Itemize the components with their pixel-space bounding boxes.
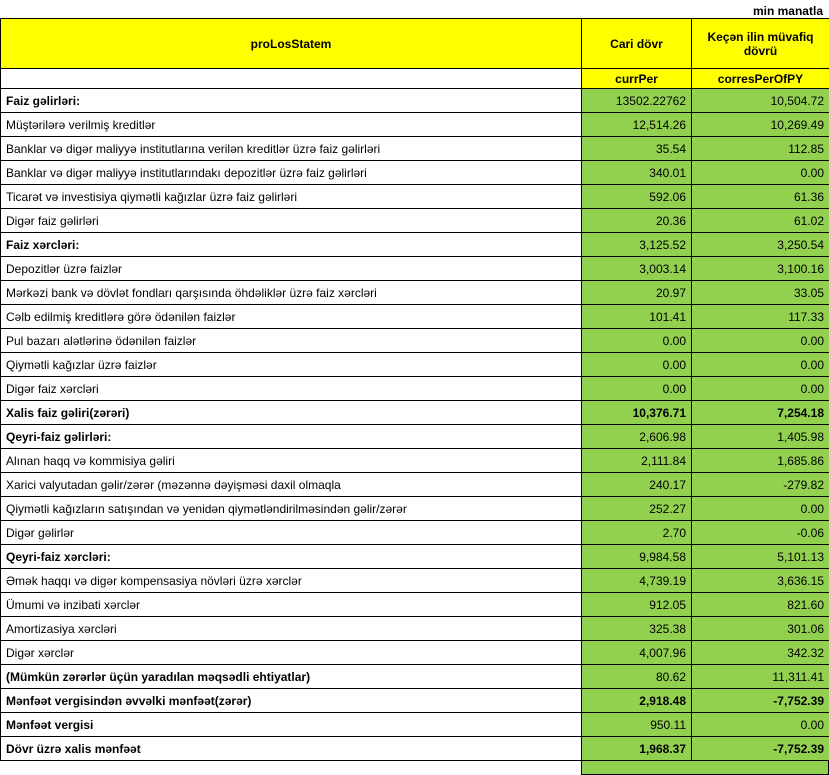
header-statement-title: proLosStatem <box>1 19 582 69</box>
row-value-current: 35.54 <box>582 137 692 161</box>
row-value-current: 325.38 <box>582 617 692 641</box>
row-value-previous: 10,269.49 <box>692 113 829 137</box>
header-previous-period: Keçən ilin müvafiq dövrü <box>692 19 829 69</box>
row-value-current: 2.70 <box>582 521 692 545</box>
row-value-current: 4,007.96 <box>582 641 692 665</box>
row-value-previous: 112.85 <box>692 137 829 161</box>
row-label: Banklar və digər maliyyə institutlarındakı depozitlər üzrə faiz gəlirləri <box>1 161 582 185</box>
row-value-current: 592.06 <box>582 185 692 209</box>
row-value-previous: -7,752.39 <box>692 689 829 713</box>
row-label: Faiz xərcləri: <box>1 233 582 257</box>
row-value-current: 0.00 <box>582 377 692 401</box>
table-row <box>1 425 829 449</box>
table-row <box>1 377 829 401</box>
table-row <box>1 305 829 329</box>
header-row-codes <box>1 69 829 89</box>
row-label: Qeyri-faiz xərcləri: <box>1 545 582 569</box>
row-value-current: 10,376.71 <box>582 401 692 425</box>
row-value-previous: 117.33 <box>692 305 829 329</box>
row-value-previous: 0.00 <box>692 329 829 353</box>
row-label: Ümumi və inzibati xərclər <box>1 593 582 617</box>
row-label: Xalis faiz gəliri(zərəri) <box>1 401 582 425</box>
row-value-current: 912.05 <box>582 593 692 617</box>
row-label: Cəlb edilmiş kreditlərə görə ödənilən faizlər <box>1 305 582 329</box>
row-label: Digər gəlirlər <box>1 521 582 545</box>
row-value-current: 0.00 <box>582 353 692 377</box>
row-value-current: 1,968.37 <box>582 737 692 761</box>
row-value-previous: 1,405.98 <box>692 425 829 449</box>
row-value-current: 2,606.98 <box>582 425 692 449</box>
row-value-current: 101.41 <box>582 305 692 329</box>
row-value-current: 252.27 <box>582 497 692 521</box>
row-label: Xarici valyutadan gəlir/zərər (məzənnə dəyişməsi daxil olmaqla <box>1 473 582 497</box>
row-label: Digər xərclər <box>1 641 582 665</box>
row-label: Mənfəət vergisindən əvvəlki mənfəət(zərər) <box>1 689 582 713</box>
row-label: Alınan haqq və kommisiya gəliri <box>1 449 582 473</box>
row-label: Dövr üzrə xalis mənfəət <box>1 737 582 761</box>
row-value-previous: 61.36 <box>692 185 829 209</box>
header-current-period: Cari dövr <box>582 19 692 69</box>
row-value-previous: 61.02 <box>692 209 829 233</box>
row-value-current: 20.97 <box>582 281 692 305</box>
table-row <box>1 473 829 497</box>
table-row <box>1 257 829 281</box>
row-value-current: 950.11 <box>582 713 692 737</box>
table-row <box>1 689 829 713</box>
table-body <box>1 89 829 761</box>
row-value-previous: 3,636.15 <box>692 569 829 593</box>
row-value-previous: 33.05 <box>692 281 829 305</box>
row-value-previous: 0.00 <box>692 377 829 401</box>
table-row <box>1 545 829 569</box>
table-row <box>1 401 829 425</box>
row-value-current: 2,111.84 <box>582 449 692 473</box>
table-header <box>1 19 829 89</box>
row-value-current: 9,984.58 <box>582 545 692 569</box>
row-label: Depozitlər üzrə faizlər <box>1 257 582 281</box>
row-value-previous: 10,504.72 <box>692 89 829 113</box>
table-row <box>1 353 829 377</box>
unit-note-row <box>0 0 829 18</box>
table-row <box>1 641 829 665</box>
row-label: Əmək haqqı və digər kompensasiya növləri üzrə xərclər <box>1 569 582 593</box>
row-value-previous: -0.06 <box>692 521 829 545</box>
row-label: Müştərilərə verilmiş kreditlər <box>1 113 582 137</box>
table-row <box>1 713 829 737</box>
unit-note-label: min manatla <box>753 4 823 18</box>
row-value-current: 12,514.26 <box>582 113 692 137</box>
row-value-current: 340.01 <box>582 161 692 185</box>
row-value-previous: 0.00 <box>692 353 829 377</box>
row-label: Mərkəzi bank və dövlət fondları qarşısında öhdəliklər üzrə faiz xərcləri <box>1 281 582 305</box>
row-value-current: 0.00 <box>582 329 692 353</box>
table-row <box>1 185 829 209</box>
row-value-previous: 11,311.41 <box>692 665 829 689</box>
row-label: Qeyri-faiz gəlirləri: <box>1 425 582 449</box>
row-label: Digər faiz xərcləri <box>1 377 582 401</box>
table-row <box>1 233 829 257</box>
row-label: Banklar və digər maliyyə institutlarına verilən kreditlər üzrə faiz gəlirləri <box>1 137 582 161</box>
row-label: Pul bazarı alətlərinə ödənilən faizlər <box>1 329 582 353</box>
table-row <box>1 449 829 473</box>
table-row <box>1 281 829 305</box>
profit-loss-table <box>0 18 829 761</box>
table-row <box>1 665 829 689</box>
row-label: Digər faiz gəlirləri <box>1 209 582 233</box>
table-row <box>1 137 829 161</box>
row-label: Amortizasiya xərcləri <box>1 617 582 641</box>
table-row <box>1 161 829 185</box>
row-label: (Mümkün zərərlər üçün yaradılan məqsədli ehtiyatlar) <box>1 665 582 689</box>
row-value-current: 13502.22762 <box>582 89 692 113</box>
table-row <box>1 737 829 761</box>
row-value-previous: 0.00 <box>692 713 829 737</box>
table-row <box>1 329 829 353</box>
row-value-current: 4,739.19 <box>582 569 692 593</box>
row-label: Qiymətli kağızların satışından və yenidən qiymətləndirilməsindən gəlir/zərər <box>1 497 582 521</box>
row-value-previous: 1,685.86 <box>692 449 829 473</box>
row-value-current: 240.17 <box>582 473 692 497</box>
row-value-current: 20.36 <box>582 209 692 233</box>
row-value-current: 2,918.48 <box>582 689 692 713</box>
header-code-previous: corresPerOfPY <box>692 69 829 89</box>
row-value-previous: 3,250.54 <box>692 233 829 257</box>
table-row <box>1 113 829 137</box>
row-value-current: 3,003.14 <box>582 257 692 281</box>
row-label: Ticarət və investisiya qiymətli kağızlar üzrə faiz gəlirləri <box>1 185 582 209</box>
row-value-previous: 0.00 <box>692 497 829 521</box>
row-value-previous: 821.60 <box>692 593 829 617</box>
row-value-previous: -279.82 <box>692 473 829 497</box>
table-row <box>1 569 829 593</box>
row-value-current: 3,125.52 <box>582 233 692 257</box>
header-code-blank <box>1 69 582 89</box>
row-value-previous: 301.06 <box>692 617 829 641</box>
table-row <box>1 497 829 521</box>
row-value-previous: 342.32 <box>692 641 829 665</box>
row-value-previous: 0.00 <box>692 161 829 185</box>
table-row <box>1 521 829 545</box>
header-code-current: currPer <box>582 69 692 89</box>
row-value-previous: -7,752.39 <box>692 737 829 761</box>
row-value-current: 80.62 <box>582 665 692 689</box>
row-value-previous: 3,100.16 <box>692 257 829 281</box>
table-row <box>1 593 829 617</box>
row-value-previous: 5,101.13 <box>692 545 829 569</box>
row-label: Faiz gəlirləri: <box>1 89 582 113</box>
row-value-previous: 7,254.18 <box>692 401 829 425</box>
header-row-titles <box>1 19 829 69</box>
row-label: Mənfəət vergisi <box>1 713 582 737</box>
table-row <box>1 209 829 233</box>
row-label: Qiymətli kağızlar üzrə faizlər <box>1 353 582 377</box>
table-row <box>1 89 829 113</box>
table-row <box>1 617 829 641</box>
